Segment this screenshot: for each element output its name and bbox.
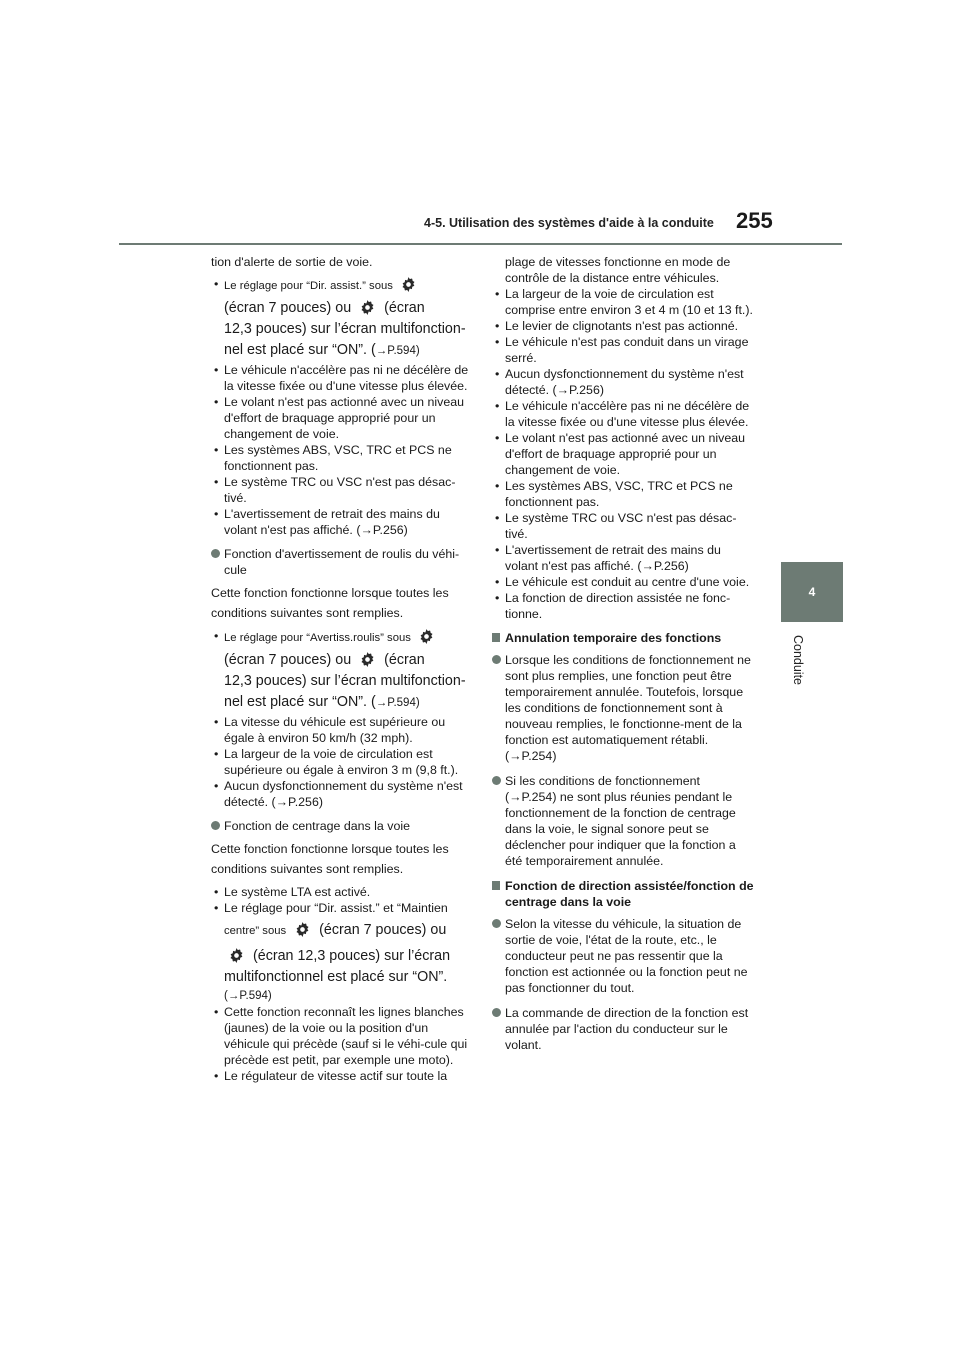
- arrow-ref-icon: →: [275, 795, 289, 809]
- bullet-dot-icon: [211, 549, 220, 558]
- chapter-label: Conduite: [790, 634, 805, 686]
- list-item: • La vitesse du véhicule est supérieure ou égale à environ 50 km/h (32 mph).: [211, 714, 473, 746]
- square-bullet-icon: [492, 881, 500, 890]
- centrage-heading: Fonction de centrage dans la voie: [211, 818, 473, 834]
- gear-icon: [294, 921, 311, 938]
- list-item: • La largeur de la voie de circulation est supérieure ou égale à environ 3 m (9,8 ft.).: [211, 746, 473, 778]
- page-ref-link[interactable]: P.256): [653, 559, 689, 573]
- section-title: 4-5. Utilisation des systèmes d'aide à la conduite: [424, 216, 714, 230]
- arrow-ref-icon: →: [227, 990, 240, 1002]
- page-ref-link[interactable]: P.594): [387, 345, 420, 357]
- page-ref-link[interactable]: P.254): [521, 749, 557, 763]
- list-item: • La fonction de direction assistée ne fonc-tionne.: [492, 590, 754, 622]
- list-item: • L'avertissement de retrait des mains du volant n'est pas affiché. (→P.256): [211, 506, 473, 538]
- chapter-tab[interactable]: [781, 562, 843, 622]
- list-item: • Le véhicule n'accélère pas ni ne décélère de la vitesse fixée ou d'une vitesse plus élevée.: [492, 398, 754, 430]
- continued-text: plage de vitesses fonctionne en mode de contrôle de la distance entre véhicules.: [505, 255, 731, 285]
- gear-icon: [400, 276, 417, 293]
- page-ref-link[interactable]: P.594): [239, 990, 272, 1002]
- arrow-ref-icon: →: [509, 749, 522, 763]
- list-item: • Aucun dysfonctionnement du système n'est détecté. (→P.256): [492, 366, 754, 398]
- page-number: 255: [736, 208, 773, 233]
- chapter-number: 4: [808, 585, 816, 599]
- page-ref-link[interactable]: P.594): [387, 697, 420, 709]
- list-item: • Le volant n'est pas actionné avec un niveau d'effort de braquage approprié pour un changement de voie.: [211, 394, 473, 442]
- arrow-ref-icon: →: [509, 790, 522, 804]
- list-item: • Le réglage pour “Dir. assist.” sous (écran 7 pouces) ou (écran 12,3 pouces) sur l’écran multifonction- nel est placé sur “ON”. (→P.594): [211, 276, 473, 362]
- list-item: • Le système TRC ou VSC n'est pas désac-tivé.: [211, 474, 473, 506]
- page-ref-link[interactable]: P.256): [569, 383, 604, 397]
- page-ref-link[interactable]: P.256): [288, 795, 323, 809]
- roulis-heading: Fonction d'avertissement de roulis du véhi-cule: [211, 546, 473, 578]
- list-item: • Le véhicule est conduit au centre d'une voie.: [492, 574, 754, 590]
- list-item: • Le système TRC ou VSC n'est pas désac-tivé.: [492, 510, 754, 542]
- centrage-intro: Cette fonction fonctionne lorsque toutes les conditions suivantes sont remplies.: [211, 842, 449, 876]
- arrow-ref-icon: →: [375, 345, 388, 357]
- list-item: • Le véhicule n'est pas conduit dans un virage serré.: [492, 334, 754, 366]
- direction-para-2: La commande de direction de la fonction est annulée par l'action du conducteur sur le volant.: [492, 1005, 754, 1053]
- list-item: • Aucun dysfonctionnement du système n'est détecté. (→P.256): [211, 778, 473, 810]
- arrow-ref-icon: →: [556, 383, 570, 397]
- bullet-dot-icon: [492, 919, 501, 928]
- annulation-heading: Annulation temporaire des fonctions: [492, 630, 754, 646]
- list-item: • L'avertissement de retrait des mains du volant n'est pas affiché. (→P.256): [492, 542, 754, 574]
- list-item: • La largeur de la voie de circulation est comprise entre environ 3 et 4 m (10 et 13 ft.).: [492, 286, 754, 318]
- bullet-dot-icon: [492, 655, 501, 664]
- list-item: • Le levier de clignotants n'est pas actionné.: [492, 318, 754, 334]
- lane-departure-conditions: [211, 276, 473, 538]
- arrow-ref-icon: →: [375, 697, 388, 709]
- arrow-ref-icon: →: [641, 559, 654, 573]
- intro-text: tion d'alerte de sortie de voie.: [211, 255, 373, 269]
- centrage-conditions: [211, 884, 473, 1084]
- gear-icon: [359, 299, 376, 316]
- gear-icon: [418, 628, 435, 645]
- direction-para-1: Selon la vitesse du véhicule, la situation de sortie de voie, l'état de la route, etc., le conducteur peut ne pas ressentir que la fonction est actionnée ou la fonction peut ne pas fonctionner du tout.: [492, 916, 754, 996]
- header-divider: [119, 243, 842, 245]
- list-item: • Les systèmes ABS, VSC, TRC et PCS ne fonctionnent pas.: [211, 442, 473, 474]
- annulation-para-2: Si les conditions de fonctionnement (→P.254) ne sont plus réunies pendant le fonctionnement de la fonction de centrage dans la voie, le signal sonore peut se déclencher pour indiquer que la fonction a été temporairement annulée.: [492, 773, 754, 869]
- list-item: • Les systèmes ABS, VSC, TRC et PCS ne fonctionnent pas.: [492, 478, 754, 510]
- bullet-dot-icon: [211, 821, 220, 830]
- gear-icon: [359, 651, 376, 668]
- list-item: • Le réglage pour “Dir. assist.” et “Maintien centre” sous (écran 7 pouces) ou (écran 12,3 pouces) sur l’écran multifonctionnel est placé sur “ON”. (→P.594): [211, 900, 473, 1004]
- left-column: [211, 254, 473, 1092]
- list-item: • Le volant n'est pas actionné avec un niveau d'effort de braquage approprié pour un changement de voie.: [492, 430, 754, 478]
- list-item: • Le système LTA est activé.: [211, 884, 473, 900]
- direction-heading: Fonction de direction assistée/fonction de centrage dans la voie: [492, 878, 754, 910]
- arrow-ref-icon: →: [360, 523, 373, 537]
- gear-icon: [228, 947, 245, 964]
- bullet-dot-icon: [492, 1008, 501, 1017]
- annulation-para-1: Lorsque les conditions de fonctionnement ne sont plus remplies, une fonction peut être temporairement annulée. Toutefois, lorsque les conditions de fonctionnement sont à nouveau remplies, le fonctionne-ment de la fonction est automatiquement rétabli. (→P.254): [492, 652, 754, 764]
- roulis-conditions: [211, 628, 473, 810]
- square-bullet-icon: [492, 633, 500, 642]
- list-item: • Le régulateur de vitesse actif sur toute la: [211, 1068, 473, 1084]
- centrage-conditions-continued: [492, 286, 754, 622]
- page-ref-link[interactable]: P.256): [372, 523, 408, 537]
- chapter-label-wrap: [768, 632, 828, 688]
- right-column: [492, 254, 754, 1058]
- bullet-dot-icon: [492, 776, 501, 785]
- list-item: • Le véhicule n'accélère pas ni ne décélère de la vitesse fixée ou d'une vitesse plus élevée.: [211, 362, 473, 394]
- list-item: • Cette fonction reconnaît les lignes blanches (jaunes) de la voie ou la position d'un véhicule qui précède (sauf si le véhi-cule qui précède est petit, par exemple une moto).: [211, 1004, 473, 1068]
- roulis-intro: Cette fonction fonctionne lorsque toutes les conditions suivantes sont remplies.: [211, 586, 449, 620]
- page-ref-link[interactable]: P.254): [521, 790, 557, 804]
- list-item: • Le réglage pour “Avertiss.roulis” sous (écran 7 pouces) ou (écran 12,3 pouces) sur l’écran multifonction- nel est placé sur “ON”. (→P.594): [211, 628, 473, 714]
